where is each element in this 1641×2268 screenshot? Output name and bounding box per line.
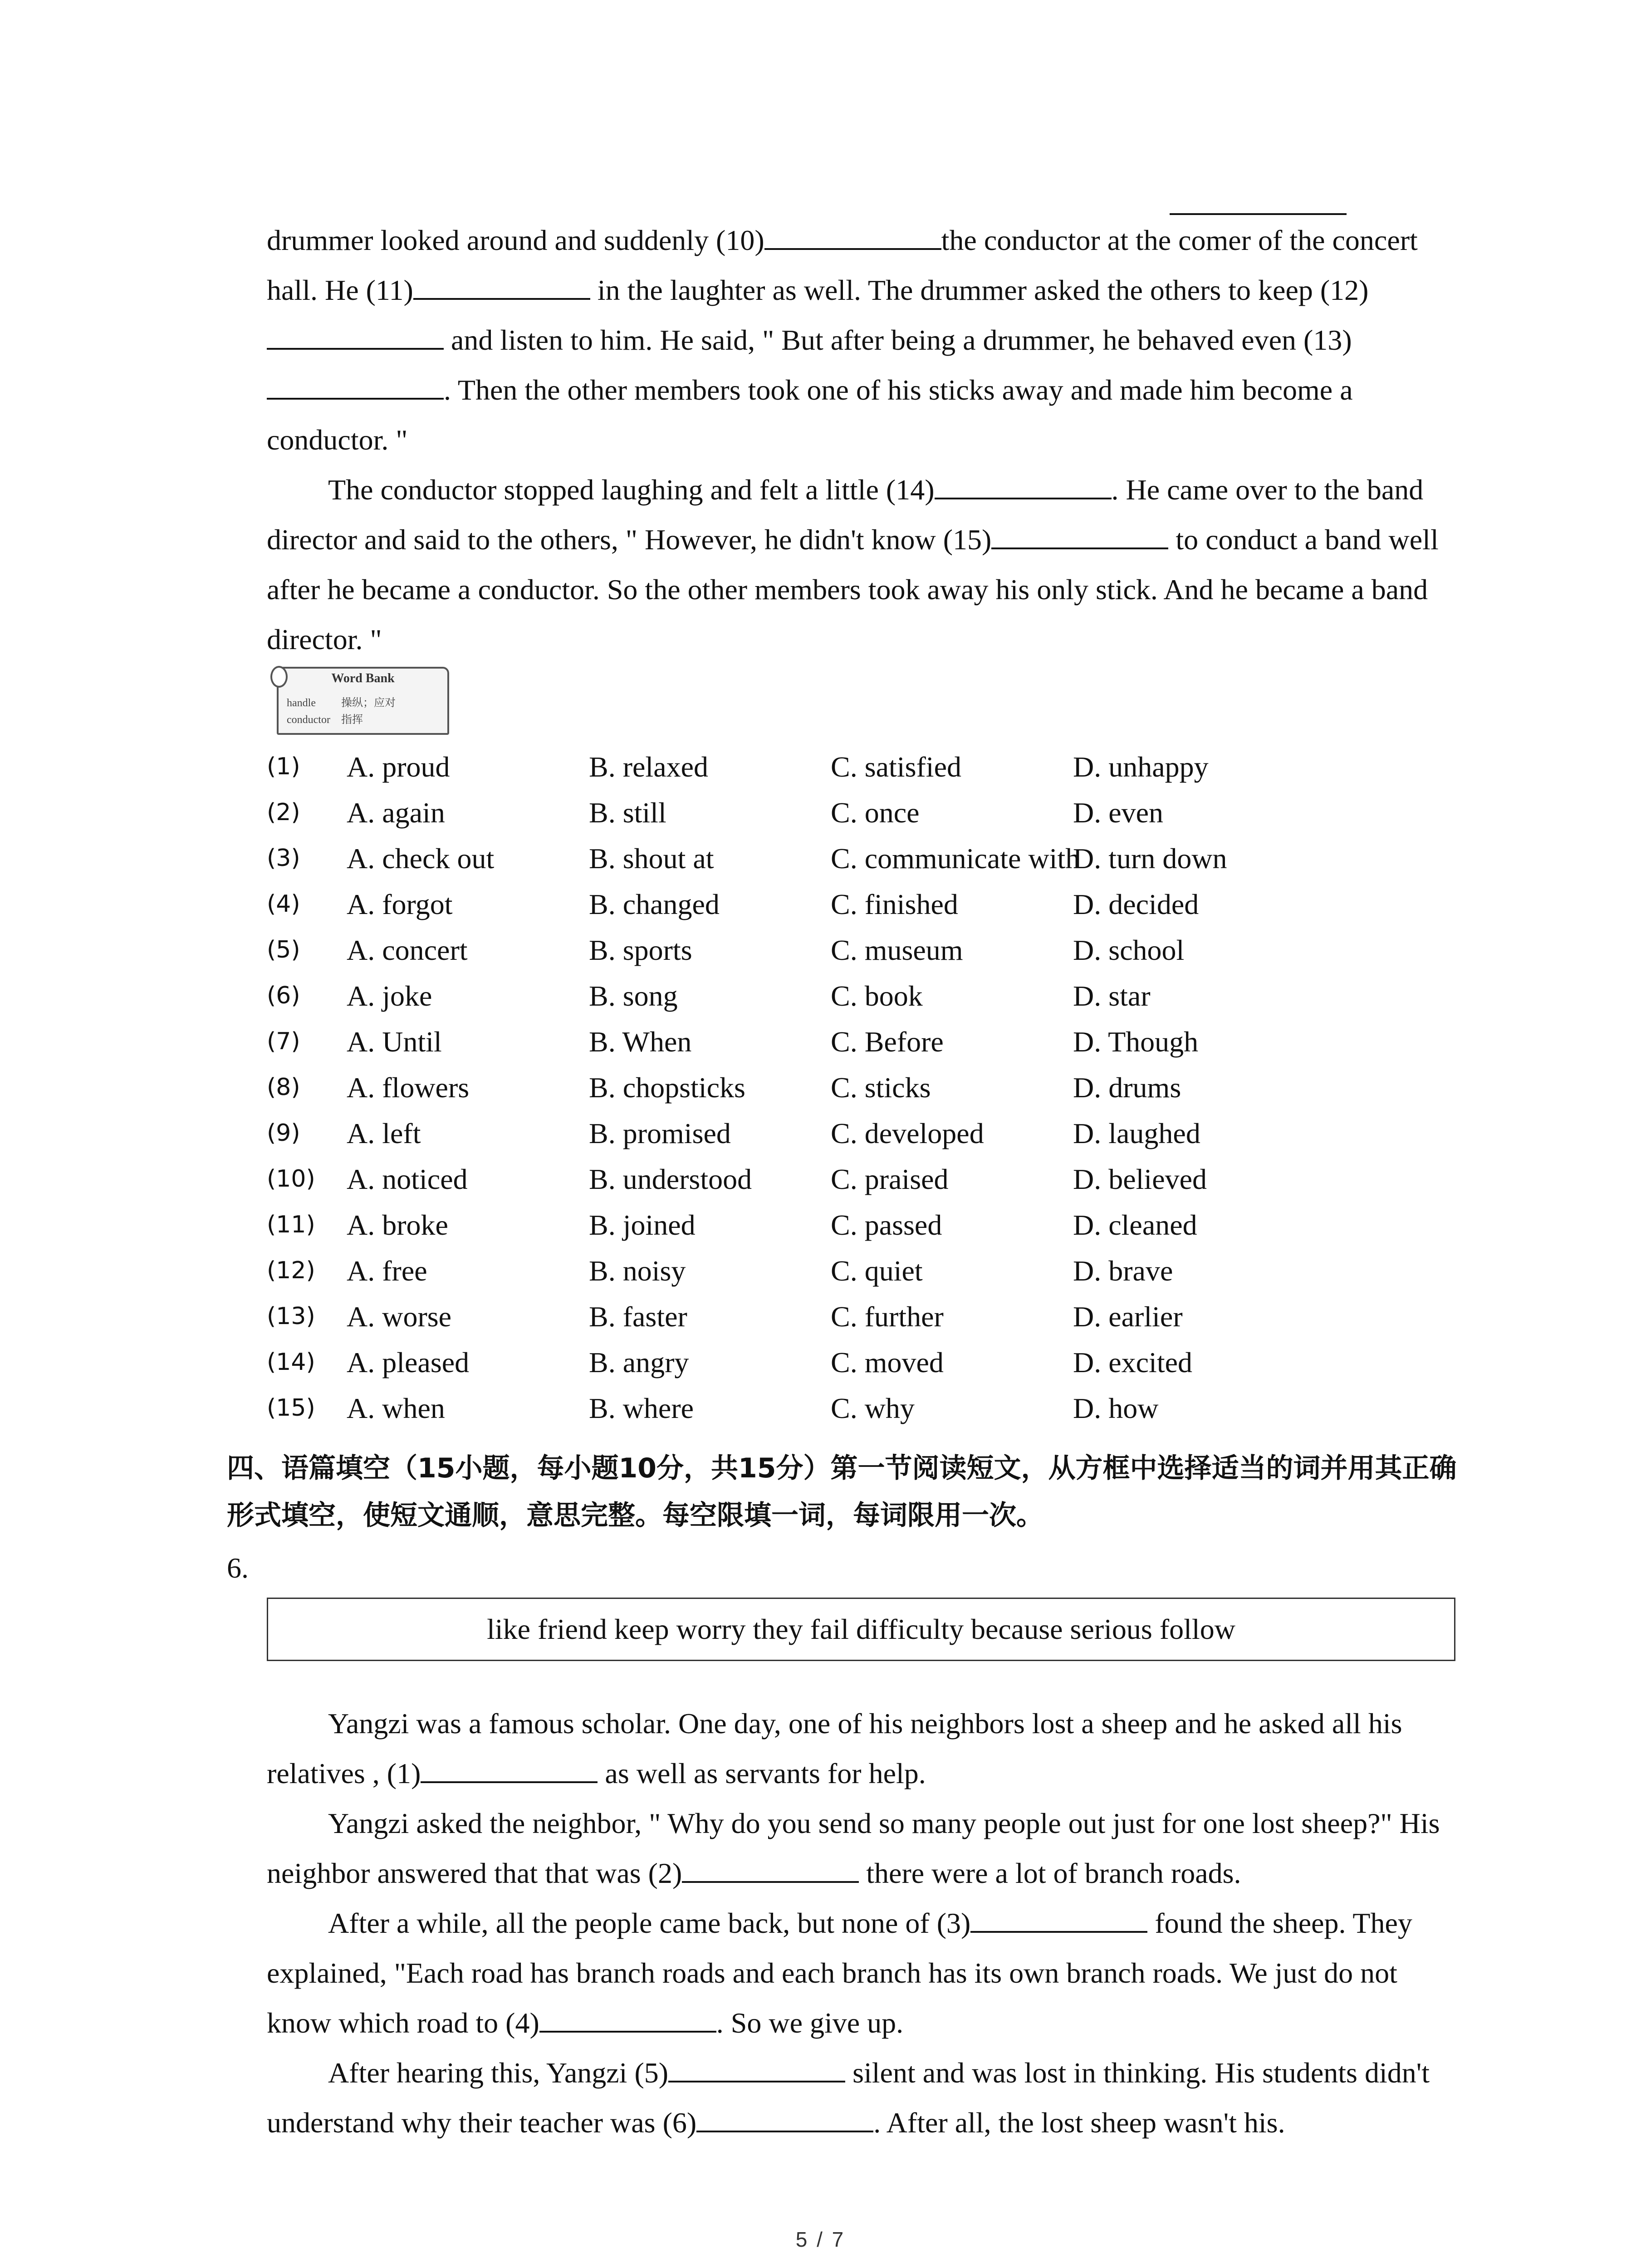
question-label: (13) [267, 1303, 315, 1330]
option-c: C. further [831, 1300, 944, 1333]
passage-text: Yangzi asked the neighbor, " Why do you send so many people out just for one lost sheep?" His neighbor answered that that was (2) [267, 1807, 1440, 1889]
option-b: B. understood [589, 1163, 752, 1195]
question-label: (2) [267, 799, 300, 826]
option-c: C. book [831, 980, 923, 1012]
passage-text: . After all, the lost sheep wasn't his. [873, 2107, 1285, 2139]
word-bank-row: handle 操纵；应对 [287, 697, 396, 709]
option-d: D. cleaned [1073, 1209, 1197, 1241]
passage-text: After hearing this, Yangzi (5) [328, 2057, 669, 2089]
option-b: B. sports [589, 934, 692, 966]
option-c: C. developed [831, 1117, 984, 1149]
answer-blank [682, 1853, 859, 1883]
section-heading: 四、语篇填空（15小题，每小题10分，共15分）第一节阅读短文，从方框中选择适当的词并用其正确形式填空，使短文通顺，意思完整。每空限填一词，每词限用一次。 [227, 1452, 1457, 1531]
option-b: B. When [589, 1026, 692, 1058]
option-d: D. excited [1073, 1346, 1192, 1378]
paragraph [267, 215, 1455, 465]
option-row [267, 1385, 1469, 1431]
question-label: (7) [267, 1028, 300, 1055]
word-bank-image [277, 667, 449, 735]
question-label: (8) [267, 1074, 300, 1101]
passage-text: . He came over to the band director and said to the others, " However, he didn't know (15) [267, 474, 1424, 556]
option-a: A. pleased [347, 1346, 470, 1378]
option-row [267, 973, 1469, 1019]
answer-blank [539, 2003, 716, 2033]
passage-text: the conductor at the comer of the concert hall. He (11) [267, 224, 1418, 306]
passage-text: in the laughter as well. The drummer asked the others to keep (12) [590, 274, 1369, 306]
passage-text: The conductor stopped laughing and felt a little (14) [328, 474, 935, 506]
option-row [267, 881, 1469, 927]
passage-text: Yangzi was a famous scholar. One day, one of his neighbors lost a sheep and he asked all his relatives , (1) [267, 1707, 1402, 1789]
question-label: (9) [267, 1119, 300, 1147]
answer-blank [696, 2102, 873, 2132]
passage-top [267, 215, 1455, 665]
paragraph [267, 1799, 1455, 1898]
option-c: C. praised [831, 1163, 949, 1195]
option-b: B. noisy [589, 1255, 686, 1287]
answer-blank [267, 320, 444, 350]
option-b: B. promised [589, 1117, 731, 1149]
question-label: (1) [267, 753, 300, 780]
option-row [267, 1156, 1469, 1202]
option-b: B. still [589, 797, 666, 829]
option-d: D. earlier [1073, 1300, 1183, 1333]
option-a: A. proud [347, 751, 450, 783]
option-d: D. star [1073, 980, 1151, 1012]
option-b: B. changed [589, 888, 720, 920]
passage-text: found the sheep. They explained, "Each road has branch roads and each branch has its own branch roads. We just do not know which road to (4) [267, 1907, 1412, 2039]
option-b: B. angry [589, 1346, 689, 1378]
question-label: (6) [267, 982, 300, 1009]
passage-text: After a while, all the people came back, but none of (3) [328, 1907, 971, 1939]
answer-blank [970, 1903, 1147, 1933]
answer-blank [935, 469, 1112, 499]
option-row [267, 790, 1469, 836]
passage-text: drummer looked around and suddenly (10) [267, 224, 764, 256]
passage-text: as well as servants for help. [598, 1757, 926, 1789]
option-d: D. school [1073, 934, 1185, 966]
paragraph [267, 465, 1455, 665]
question-number: 6. [227, 1552, 249, 1584]
option-d: D. Though [1073, 1026, 1199, 1058]
option-a: A. joke [347, 980, 432, 1012]
passage-text: to conduct a band well after he became a conductor. So the other members took away his only stick. And he became a band director. " [267, 523, 1439, 655]
passage-text: silent and was lost in thinking. His students didn't understand why their teacher was (6) [267, 2057, 1430, 2139]
question-label: (4) [267, 890, 300, 918]
option-d: D. turn down [1073, 842, 1227, 875]
option-row [267, 1248, 1469, 1294]
option-row [267, 1110, 1469, 1156]
question-label: (11) [267, 1211, 315, 1238]
answer-blank [764, 220, 941, 250]
page-number: 5 / 7 [795, 2228, 846, 2251]
option-d: D. drums [1073, 1071, 1181, 1104]
option-a: A. noticed [347, 1163, 468, 1195]
option-d: D. unhappy [1073, 751, 1209, 783]
option-d: D. brave [1073, 1255, 1173, 1287]
passage-text: there were a lot of branch roads. [859, 1857, 1241, 1889]
option-row [267, 927, 1469, 973]
option-d: D. decided [1073, 888, 1199, 920]
answer-blank [267, 370, 444, 400]
answer-blank [1170, 213, 1347, 215]
option-a: A. free [347, 1255, 427, 1287]
option-b: B. relaxed [589, 751, 708, 783]
option-a: A. left [347, 1117, 421, 1149]
answer-blank [413, 270, 590, 300]
option-a: A. again [347, 797, 445, 829]
option-a: A. concert [347, 934, 468, 966]
option-c: C. once [831, 797, 920, 829]
question-label: (12) [267, 1257, 315, 1284]
option-a: A. Until [347, 1026, 442, 1058]
option-c: C. Before [831, 1026, 944, 1058]
option-c: C. satisfied [831, 751, 961, 783]
option-c: C. finished [831, 888, 958, 920]
question-label: (3) [267, 845, 300, 872]
answer-blank [668, 2053, 845, 2082]
option-row [267, 744, 1469, 790]
word-box: like friend keep worry they fail difficulty because serious follow [267, 1598, 1455, 1661]
option-a: A. flowers [347, 1071, 470, 1104]
option-c: C. communicate with [831, 842, 1080, 875]
option-b: B. shout at [589, 842, 714, 875]
option-c: C. moved [831, 1346, 944, 1378]
option-row [267, 836, 1469, 881]
passage-bottom [267, 1699, 1455, 2148]
option-a: A. worse [347, 1300, 452, 1333]
option-b: B. joined [589, 1209, 696, 1241]
option-a: A. broke [347, 1209, 448, 1241]
option-d: D. believed [1073, 1163, 1207, 1195]
question-label: (15) [267, 1394, 315, 1422]
answer-blank [421, 1753, 598, 1783]
option-c: C. passed [831, 1209, 942, 1241]
answer-blank [991, 519, 1168, 549]
question-label: (10) [267, 1165, 315, 1193]
word-bank-title: Word Bank [331, 671, 395, 685]
word-bank-row: conductor 指挥 [287, 714, 363, 726]
option-d: D. how [1073, 1392, 1159, 1424]
option-d: D. laughed [1073, 1117, 1200, 1149]
passage-text: and listen to him. He said, " But after being a drummer, he behaved even (13) [444, 324, 1352, 356]
option-c: C. sticks [831, 1071, 931, 1104]
option-b: B. song [589, 980, 678, 1012]
paragraph [267, 2048, 1455, 2148]
passage-text: . So we give up. [716, 2007, 904, 2039]
option-row [267, 1339, 1469, 1385]
option-row [267, 1065, 1469, 1110]
option-row [267, 1202, 1469, 1248]
paragraph [267, 1898, 1455, 2048]
paragraph [267, 1699, 1455, 1799]
option-c: C. why [831, 1392, 915, 1424]
option-a: A. forgot [347, 888, 453, 920]
option-a: A. check out [347, 842, 495, 875]
option-c: C. museum [831, 934, 963, 966]
option-b: B. chopsticks [589, 1071, 745, 1104]
passage-text: . Then the other members took one of his sticks away and made him become a conductor. " [267, 374, 1353, 456]
answer-options [267, 744, 1469, 1431]
option-row [267, 1019, 1469, 1065]
option-b: B. faster [589, 1300, 687, 1333]
option-d: D. even [1073, 797, 1164, 829]
option-c: C. quiet [831, 1255, 923, 1287]
option-a: A. when [347, 1392, 445, 1424]
question-label: (5) [267, 936, 300, 963]
option-row [267, 1294, 1469, 1339]
option-b: B. where [589, 1392, 694, 1424]
question-label: (14) [267, 1349, 315, 1376]
